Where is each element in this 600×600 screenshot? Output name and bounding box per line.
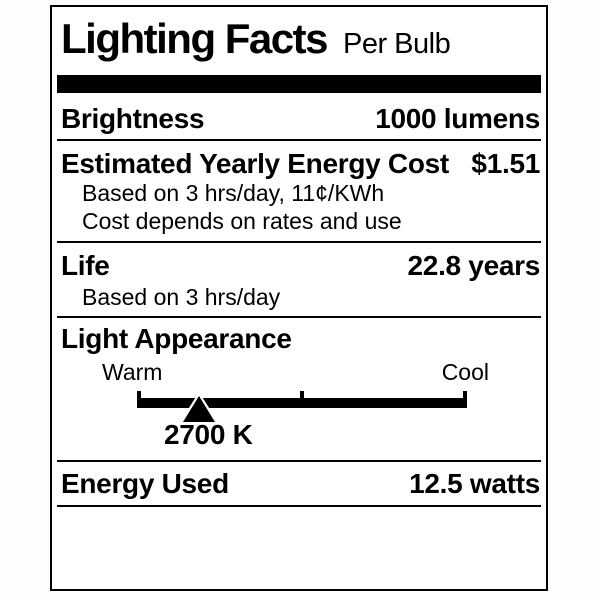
label-header <box>52 7 546 68</box>
color-temperature-marker <box>180 392 218 423</box>
energy-cost-label: Estimated Yearly Energy Cost <box>61 148 449 179</box>
light-appearance-scale <box>52 390 546 460</box>
light-appearance-heading: Light Appearance <box>61 323 292 354</box>
brightness-row <box>52 93 546 139</box>
scale-tick-middle <box>300 391 304 408</box>
header-heavy-bar <box>57 75 541 93</box>
life-value: 22.8 years <box>407 250 540 281</box>
energy-used-row <box>52 462 546 505</box>
energy-cost-note-usage: Based on 3 hrs/day, 11¢/KWh <box>82 180 385 206</box>
divider <box>57 505 541 507</box>
energy-cost-row <box>52 141 546 179</box>
color-temperature-track <box>137 391 467 408</box>
brightness-label: Brightness <box>61 103 205 134</box>
energy-used-value: 12.5 watts <box>409 468 540 499</box>
energy-cost-notes <box>52 179 546 241</box>
life-row <box>52 243 546 281</box>
label-subtitle: Per Bulb <box>343 28 451 60</box>
lighting-facts-label <box>50 5 548 591</box>
life-note-usage: Based on 3 hrs/day <box>82 284 281 310</box>
color-temperature-value: 2700 K <box>164 419 253 450</box>
light-appearance-scale-labels <box>52 358 546 386</box>
energy-cost-note-disclaimer: Cost depends on rates and use <box>82 208 402 234</box>
energy-used-label: Energy Used <box>61 468 229 499</box>
cool-label: Cool <box>441 359 489 385</box>
triangle-marker-icon <box>183 396 215 422</box>
scale-tick-right <box>463 391 467 408</box>
scale-tick-left <box>137 391 141 408</box>
warm-label: Warm <box>102 359 163 385</box>
life-label: Life <box>61 250 110 281</box>
label-title: Lighting Facts <box>61 15 327 62</box>
brightness-value: 1000 lumens <box>375 103 540 134</box>
energy-cost-value: $1.51 <box>471 148 540 179</box>
